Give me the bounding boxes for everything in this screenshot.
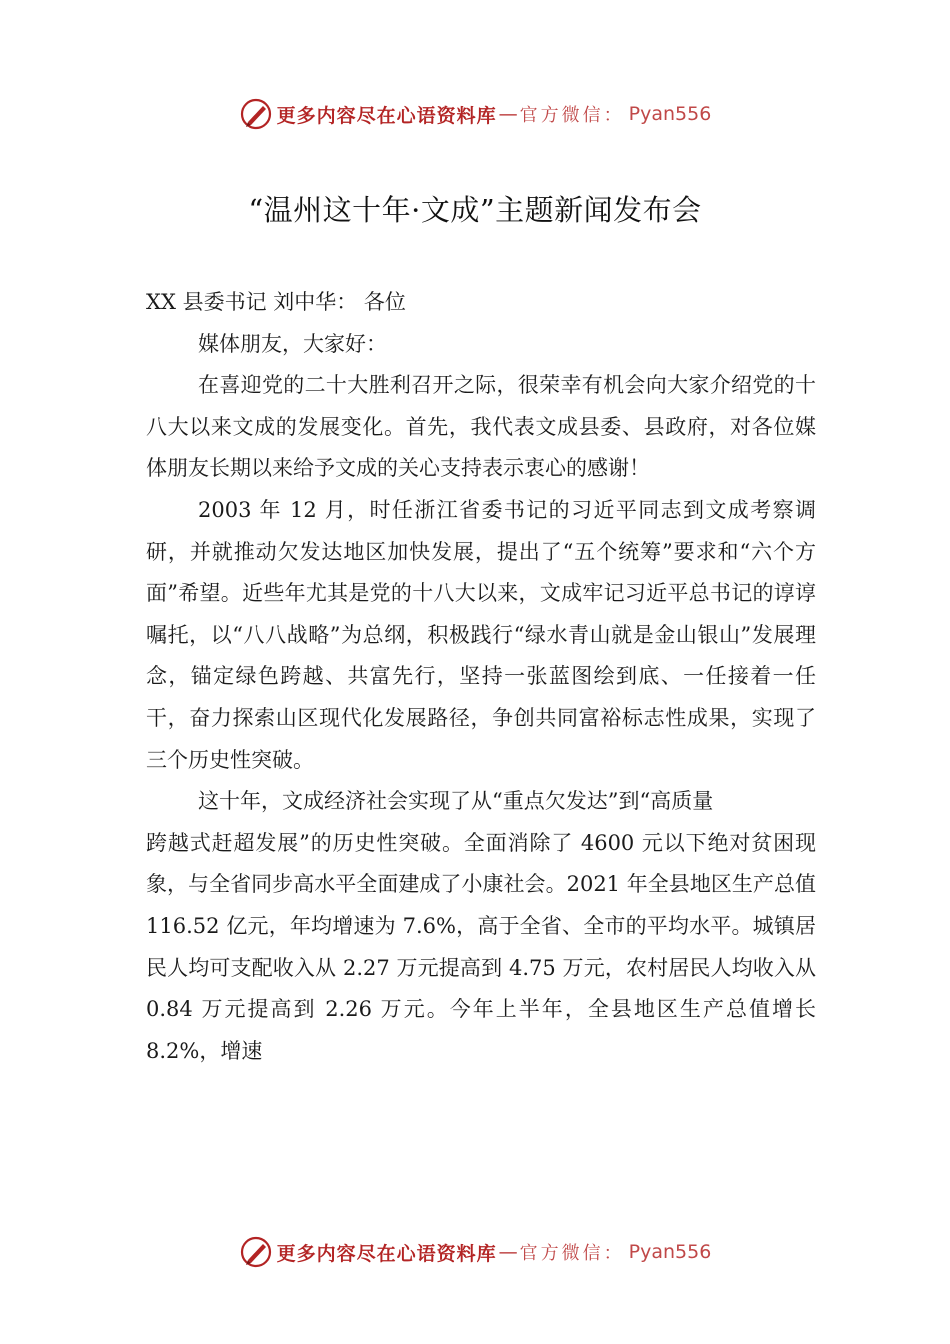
header-banner: [0, 94, 950, 134]
banner-official-label: 官方微信：: [519, 105, 625, 126]
document-title: “温州这十年·文成”主题新闻发布会: [248, 193, 702, 227]
footer-banner: [0, 1232, 950, 1272]
banner-wechat-id: Pyan556: [628, 1241, 712, 1263]
banner-separator: —: [498, 103, 518, 125]
paragraph-history: 2003 年 12 月，时任浙江省委书记的习近平同志到文成考察调研，并就推动欠发达地区加快发展，提出了“五个统筹”要求和“六个方面”希望。近些年尤其是党的十八大以来，文成牢记习近平总书记的谆谆嘱托，以“八八战略”为总纲，积极践行“绿水青山就是金山银山”发展理念，锚定绿色跨越、共富先行，坚持一张蓝图绘到底、一任接着一任干，奋力探索山区现代化发展路径，争创共同富裕标志性成果，实现了三个历史性突破。: [146, 497, 816, 772]
paragraph-intro: 在喜迎党的二十大胜利召开之际，很荣幸有机会向大家介绍党的十八大以来文成的发展变化。首先，我代表文成县委、县政府，对各位媒体朋友长期以来给予文成的关心支持表示衷心的感谢！: [146, 373, 816, 481]
pen-logo-icon: [239, 1235, 273, 1269]
banner-wechat-id: Pyan556: [628, 103, 712, 125]
paragraph-speaker: XX 县委书记 刘中华： 各位: [146, 290, 406, 314]
pen-logo-icon: [239, 97, 273, 131]
paragraph-decade-body: 跨越式赶超发展”的历史性突破。全面消除了 4600 元以下绝对贫困现象，与全省同步高水平全面建成了小康社会。2021 年全县地区生产总值 116.52 亿元，年均增速为 7.6%，高于全省、全市的平均水平。城镇居民人均可支配收入从 2.27 万元提高到 4.75 万元，农村居民人均收入从 0.84 万元提高到 2.26 万元。今年上半年，全县地区生产总值增长 8.2%，增速: [146, 830, 816, 1063]
paragraph-decade-line1: 这十年，文成经济社会实现了从“重点欠发达”到“高质量: [198, 789, 714, 814]
document-body: [146, 282, 816, 1072]
banner-separator: —: [498, 1241, 518, 1263]
banner-text: 更多内容尽在心语资料库: [276, 104, 497, 127]
banner-text: 更多内容尽在心语资料库: [276, 1242, 497, 1265]
banner-official-label: 官方微信：: [519, 1243, 625, 1264]
paragraph-greeting: 媒体朋友，大家好：: [198, 331, 387, 356]
